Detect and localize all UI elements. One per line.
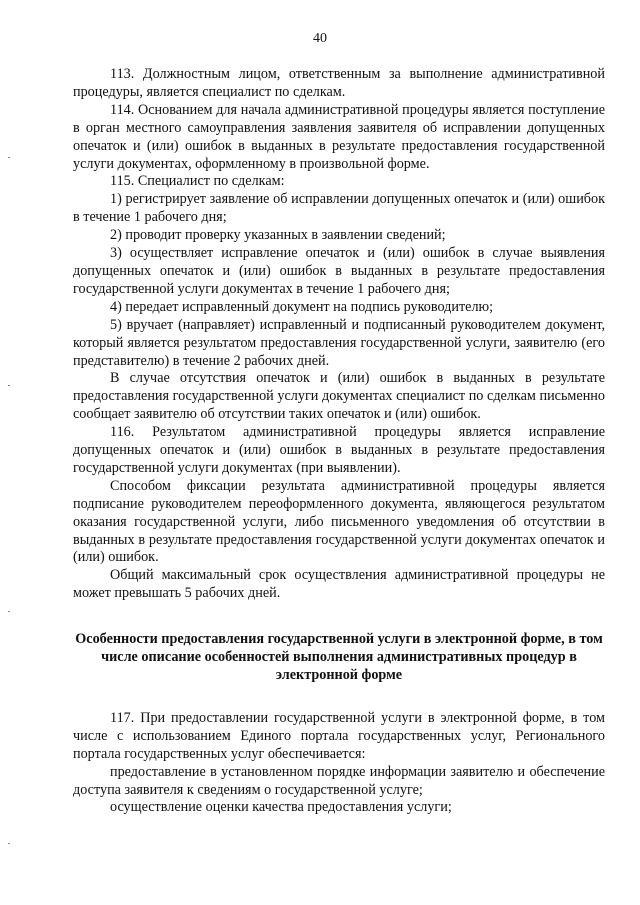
page-number: 40 xyxy=(313,31,327,46)
scan-mark xyxy=(8,157,10,158)
list-item-quality-assessment: осуществление оценки качества предоставления услуги; xyxy=(110,799,452,816)
scan-mark xyxy=(8,611,10,612)
paragraph-116: 116. Результатом административной процедуры является исправление допущенных опечаток и (или) ошибок в выданных в результате предоставления государственной услуги документах (при выявлении). xyxy=(73,424,605,476)
paragraph-fixation-method: Способом фиксации результата административной процедуры является подписание руководителем переоформленного документа, являющегося результатом оказания государственной услуги, либо письменного уведомления об отсутствии в выданных в результате предоставления государственной услуги документах опечаток и (или) ошибок. xyxy=(73,477,605,566)
list-item-4: 4) передает исправленный документ на подпись руководителю; xyxy=(110,298,494,315)
paragraph-max-term: Общий максимальный срок осуществления административной процедуры не может превышать 5 рабочих дней. xyxy=(73,567,605,602)
list-item-5: 5) вручает (направляет) исправленный и подписанный руководителем документ, который является результатом предоставления государственной услуги, заявителю (его представителю) в течение 2 рабочих дней. xyxy=(73,316,605,369)
list-item-info-provision: предоставление в установленном порядке информации заявителю и обеспечение доступа заявителя к сведениям о государственной услуге; xyxy=(73,763,605,798)
document-body xyxy=(73,66,605,817)
list-item-2: 2) проводит проверку указанных в заявлении сведений; xyxy=(110,227,446,244)
paragraph-117: 117. При предоставлении государственной услуги в электронной форме, в том числе с использованием Единого портала государственных услуг, Регионального портала государственных услуг обеспечивается: xyxy=(73,709,605,762)
paragraph-114: 114. Основанием для начала административной процедуры является поступление в орган местного самоуправления заявления заявителя об исправлении допущенных опечаток и (или) ошибок в выданных в результате предоставления государственной услуги документах, оформленному в произвольной форме. xyxy=(73,101,605,172)
section-heading: Особенности предоставления государственной услуги в электронной форме, в том числе описание особенностей выполнения административных процедур в электронной форме xyxy=(75,631,603,683)
scan-mark xyxy=(8,843,10,844)
paragraph-113: 113. Должностным лицом, ответственным за выполнение административной процедуры, является специалист по сделкам. xyxy=(73,66,605,100)
scan-mark xyxy=(8,385,10,386)
paragraph-115: 115. Специалист по сделкам: xyxy=(110,173,285,190)
paragraph-no-errors: В случае отсутствия опечаток и (или) ошибок в выданных в результате предоставления государственной услуги документах специалист по сделкам письменно сообщает заявителю об отсутствии таких опечаток и (или) ошибок. xyxy=(73,370,605,423)
list-item-3: 3) осуществляет исправление опечаток и (или) ошибок в случае выявления допущенных опечаток и (или) ошибок в выданных в результате предоставления государственной услуги документах в течение 1 рабочего дня; xyxy=(73,245,605,297)
list-item-1: 1) регистрирует заявление об исправлении допущенных опечаток и (или) ошибок в течение 1 рабочего дня; xyxy=(73,191,605,226)
